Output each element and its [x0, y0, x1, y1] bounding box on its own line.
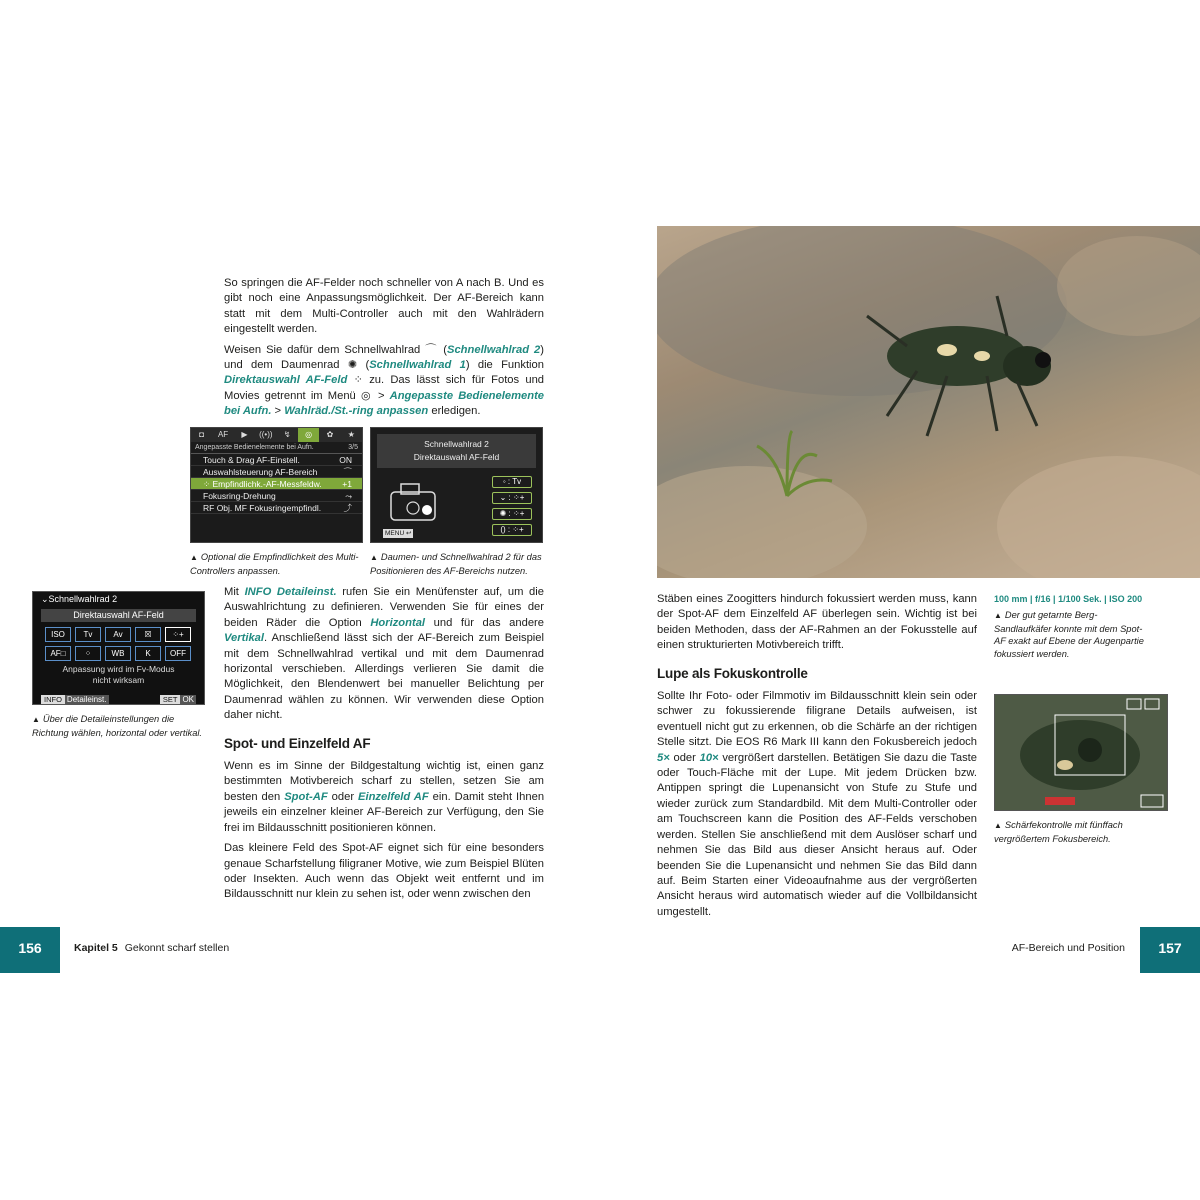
camera-body-icon — [383, 478, 443, 526]
function-cell: ☒ — [135, 627, 161, 642]
left-column-bottom — [224, 585, 544, 908]
menu-tab-active: ◎ — [298, 428, 319, 442]
function-cell: WB — [105, 646, 131, 661]
menu-row: Touch & Drag AF-Einstell. ON — [191, 454, 362, 466]
menu-tab: ((•)) — [259, 430, 273, 439]
thumb-wheel-icon: ✺ — [347, 359, 358, 372]
function-cell: ISO — [45, 627, 71, 642]
function-grid — [33, 624, 204, 664]
function-cell: AF□ — [45, 646, 71, 661]
screen-bar: Direktauswahl AF-Feld — [41, 609, 196, 622]
camera-menu-screenshot — [190, 427, 363, 543]
caption: ▲ Der gut getarnte Berg-Sandlaufkäfer konnte mit dem Spot-AF exakt auf Ebene der Augenpartie fokussiert werden. — [994, 610, 1144, 659]
dial-header: Schnellwahlrad 2 Direktauswahl AF-Feld — [377, 434, 536, 468]
paragraph: Das kleinere Feld des Spot-AF eignet sich für eine besonders genaue Scharfstellung filigraner Motive, wie zum Beispiel Blüten oder Insekten. Auch wenn das Objekt weit entfernt und im Bildausschnitt nur klein zu sehen ist, oder wenn zwischen den — [224, 842, 544, 901]
menu-row-selected: ⁘ Empfindlichk.-AF-Messfeldw. +1 — [191, 478, 362, 490]
magnified-view-screenshot — [994, 694, 1168, 811]
caption: ▲ Optional die Empfindlichkeit des Multi-Controllers anpassen. — [190, 552, 359, 576]
screen-footer: INFO Detaileinst. SET OK — [33, 686, 204, 710]
caption: ▲ Daumen- und Schnellwahlrad 2 für das Positionieren des AF-Bereichs nutzen. — [370, 552, 542, 576]
left-column-top — [224, 276, 544, 425]
menu-row: Auswahlsteuerung AF-Bereich ⌒ — [191, 466, 362, 478]
detail-settings-screenshot — [32, 591, 205, 705]
caption: ▲ Über die Detaileinstellungen die Richtung wählen, horizontal oder vertikal. — [32, 714, 203, 738]
function-cell: K — [135, 646, 161, 661]
dial-option: () : ⁘+ — [492, 524, 532, 536]
menu-tab: ▶ — [241, 430, 248, 439]
page-number-tab: 156 — [0, 927, 60, 973]
function-cell: Av — [105, 627, 131, 642]
page-number-tab: 157 — [1140, 927, 1200, 973]
menu-row: Fokusring-Drehung ⤳ — [191, 490, 362, 502]
paragraph: So springen die AF-Felder noch schneller von A nach B. Und es gibt noch eine Anpassungsmöglichkeit. Der AF-Bereich kann statt mit dem Multi-Controller auch mit den Wahlrädern eingestellt werden. — [224, 277, 544, 336]
running-footer: Kapitel 5 Gekonnt scharf stellen — [74, 942, 230, 954]
running-footer: AF-Bereich und Position — [1011, 942, 1125, 954]
dial-option: ✺ : ⁘+ — [492, 508, 532, 520]
menu-row: RF Obj. MF Fokusringempfindl. ⤴ — [191, 502, 362, 514]
beetle-photo — [657, 226, 1200, 578]
menu-tab: ◘ — [199, 430, 205, 439]
wheel-icon: ⌒ — [425, 343, 439, 356]
function-cell-selected: ⁘+ — [165, 627, 191, 642]
dial-option-selected: ⌄ : ⁘+ — [492, 492, 532, 504]
function-cell: ⁘ — [75, 646, 101, 661]
menu-tab: ★ — [347, 430, 355, 439]
menu-tabs — [191, 428, 362, 442]
beetle-illustration — [657, 226, 1200, 578]
function-cell: Tv — [75, 627, 101, 642]
paragraph: Sollte Ihr Foto- oder Filmmotiv im Bildausschnitt klein sein oder schwer zu fokussierende filigrane Details aufweisen, ist eventuell nicht gut zu erkennen, ob die Schärfe an der richtigen Stelle sitzt. Die EOS R6 Mark III kann den Fokusbereich jedoch 5× oder 10× vergrößert darstellen. Betätigen Sie dazu die Taste oder Touch-Fläche mit der Lupe. Mit jedem Drücken bzw. Antippen springt die Lupenansicht von Stufe zu Stufe und wieder zurück zum Standardbild. Mit dem Multi-Controller oder am Touchscreen kann die Position des AF-Felds verschoben werden. Stellen Sie anschließend mit dem Auslöser scharf und nehmen Sie das Bild aus dieser Ansicht heraus auf. Oder beenden Sie die Lupenansicht und nehmen Sie das Bild dann auf. Beim Starten einer Videoaufnahme aus der vergrößerten Ansicht heraus wird automatisch wieder auf die Vollbildansicht umgestellt. — [657, 690, 977, 918]
right-column — [657, 592, 977, 925]
dial-assignment-screenshot — [370, 427, 543, 543]
menu-tab: ↯ — [283, 430, 291, 439]
section-heading: Spot- und Einzelfeld AF — [224, 735, 371, 751]
menu-tab: AF — [217, 430, 229, 439]
caption: ▲ Schärfekontrolle mit fünffach vergrößertem Fokusbereich. — [994, 820, 1123, 844]
paragraph: Wenn es im Sinne der Bildgestaltung wichtig ist, einen ganz bestimmten Motivbereich scharf zu stellen, setzen Sie am besten den Spot-AF oder Einzelfeld AF ein. Damit steht Ihnen jeweils ein einzelner kleiner AF-Bereich zur Verfügung, den Sie frei im Bildausschnitt positionieren können. — [224, 760, 545, 834]
magnified-beetle-illustration — [995, 695, 1168, 811]
paragraph: Mit INFO Detaileinst. rufen Sie ein Menüfenster auf, um die Auswahlrichtung zu definieren. Verwenden Sie für eines der beiden Räder die Option Horizontal und für das andere Vertikal. Anschließend lässt sich der AF-Bereich zum Beispiel mit dem Schnellwahlrad vertikal und mit dem Daumenrad horizontal verschieben. Allerdings verlieren Sie damit die Möglichkeit, den Blendenwert bei manueller Belichtung per Daumenrad wählen zu können. Wir verwenden diese Option daher nicht. — [224, 586, 544, 722]
paragraph: Stäben eines Zoogitters hindurch fokussiert werden muss, kann der Spot-AF dem Einzelfeld AF überlegen sein. Wichtig ist bei beiden Methoden, dass der AF-Rahmen an der Fokusstelle auf einen strukturierten Motivbereich trifft. — [657, 593, 977, 652]
screen-title: ⌄Schnellwahlrad 2 — [41, 594, 118, 604]
screen-note: Anpassung wird im Fv-Modus — [62, 664, 175, 674]
menu-subheader: Angepasste Bedienelemente bei Aufn. 3/5 — [191, 442, 362, 454]
exif-info: 100 mm | f/16 | 1/100 Sek. | ISO 200 — [994, 594, 1143, 604]
section-heading: Lupe als Fokuskontrolle — [657, 665, 808, 681]
function-cell: OFF — [165, 646, 191, 661]
menu-key: MENU ↩ — [385, 530, 412, 537]
menu-tab: ✿ — [326, 430, 334, 439]
multi-controller-icon: ⁘ — [353, 374, 363, 387]
screen-note: nicht wirksam — [92, 675, 145, 685]
menu-tab-icon: ◎ — [360, 389, 373, 402]
paragraph: Weisen Sie dafür dem Schnellwahlrad ⌒ (Schnellwahlrad 2) und dem Daumenrad ✺ (Schnellwahlrad 1) die Funktion Direktauswahl AF-Feld ⁘ zu. Das lässt sich für Fotos und Movies getrennt im Menü ◎ > Angepasste Bedienelemente bei Aufn. > Wahlräd./St.-ring anpassen erledigen. — [224, 343, 545, 418]
dial-option: ◦ : Tv — [492, 476, 532, 488]
